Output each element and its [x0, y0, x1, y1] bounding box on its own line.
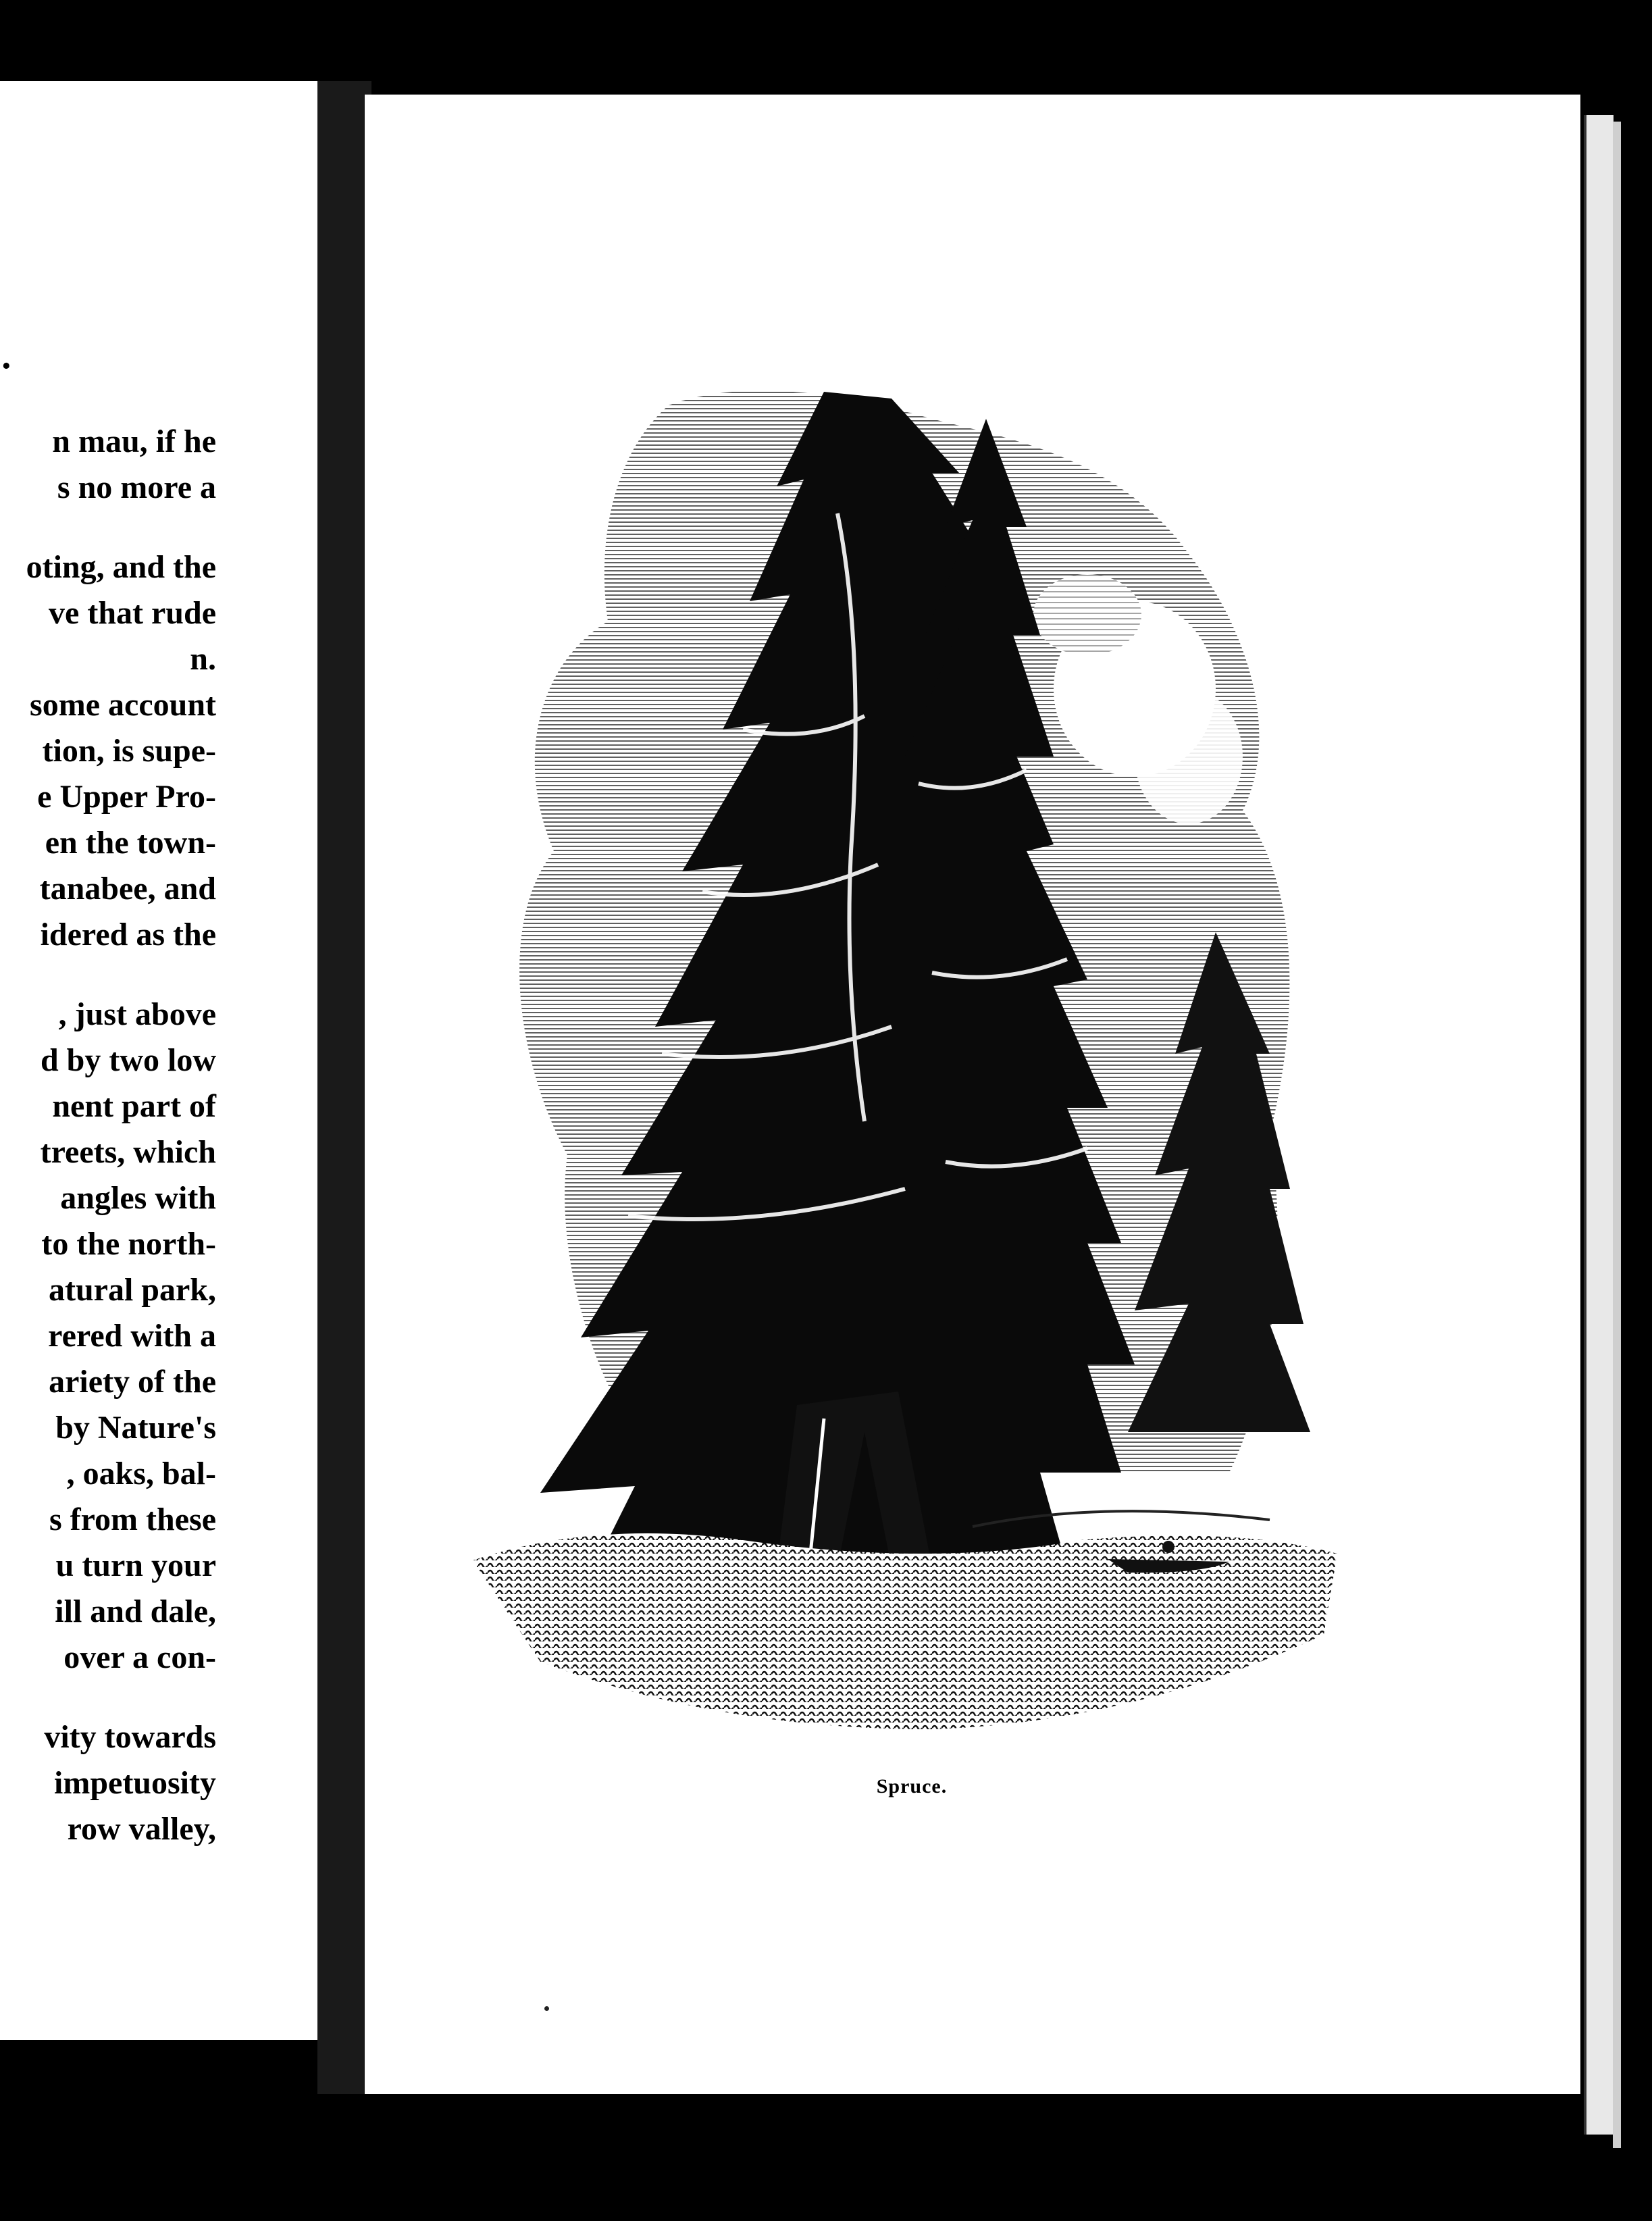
text-line: row valley, — [67, 1811, 216, 1847]
text-line: some account — [30, 687, 216, 723]
paragraph-gap — [0, 958, 216, 992]
text-line: ill and dale, — [55, 1593, 216, 1629]
text-line: , oaks, bal- — [66, 1456, 216, 1491]
page-edge — [1584, 115, 1614, 2135]
page-edge-shadow — [1613, 122, 1621, 2148]
text-line: tion, is supe- — [42, 733, 216, 769]
text-line: , just above — [58, 996, 216, 1032]
text-line: impetuosity — [54, 1765, 216, 1801]
text-line: ve that rude — [49, 595, 216, 631]
text-line: by Nature's — [55, 1410, 216, 1446]
text-line: oting, and the — [26, 549, 216, 585]
text-line: over a con- — [63, 1639, 216, 1675]
text-line: to the north- — [41, 1226, 216, 1262]
stray-mark: · — [0, 345, 13, 387]
text-line: rered with a — [48, 1318, 216, 1354]
text-line: d by two low — [40, 1042, 216, 1078]
text-line: vity towards — [44, 1719, 216, 1755]
paragraph-gap — [0, 511, 216, 544]
text-line: treets, which — [40, 1134, 216, 1170]
text-line: s no more a — [57, 469, 216, 505]
ink-dot — [544, 2006, 549, 2011]
text-line: tanabee, and — [39, 871, 216, 907]
left-page-text — [0, 419, 216, 1852]
text-line: n mau, if he — [52, 424, 216, 459]
text-line: idered as the — [40, 917, 216, 952]
text-line: u turn your — [55, 1548, 216, 1583]
illustration-caption: Spruce. — [876, 1775, 948, 1797]
paragraph-gap — [0, 1681, 216, 1714]
text-line: ariety of the — [49, 1364, 216, 1400]
text-line: n. — [190, 641, 216, 677]
text-line: e Upper Pro- — [37, 779, 216, 815]
text-line: s from these — [49, 1502, 216, 1537]
book-gutter — [317, 81, 371, 2094]
text-line: atural park, — [48, 1272, 216, 1308]
spruce-illustration — [459, 378, 1378, 1763]
text-line: nent part of — [52, 1088, 216, 1124]
text-line: en the town- — [45, 825, 216, 861]
left-page — [0, 81, 321, 2040]
text-line: angles with — [60, 1180, 216, 1216]
